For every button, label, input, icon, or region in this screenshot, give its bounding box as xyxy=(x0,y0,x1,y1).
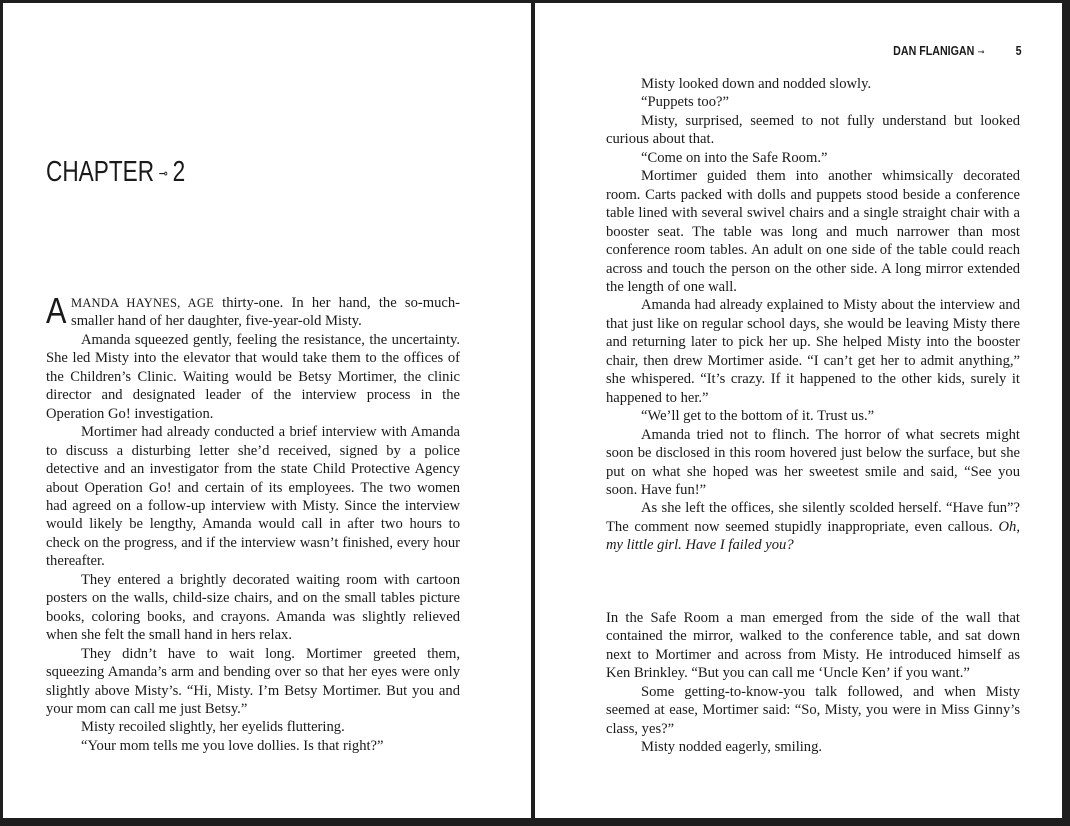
chapter-ornament-icon: ⊸ xyxy=(158,164,168,181)
paragraph: Amanda squeezed gently, feeling the resistance, the uncertainty. She led Misty into the elevator that would take them to the offices of the Children’s Clinic. Waiting would be Betsy Mortimer, the clinic director and designated leader of the interview process in the Operation Go! investigation. xyxy=(46,331,460,422)
left-page xyxy=(3,3,531,818)
paragraph: “We’ll get to the bottom of it. Trust us.” xyxy=(641,408,875,425)
right-page-body xyxy=(606,75,1020,555)
paragraph: Misty recoiled slightly, her eyelids fluttering. xyxy=(81,719,345,736)
paragraph: They didn’t have to wait long. Mortimer greeted them, squeezing Amanda’s arm and bending over so that her eyes were only slightly above Misty’s. “Hi, Misty. I’m Betsy Mortimer. But you and your mom can call me just Betsy.” xyxy=(46,645,460,717)
paragraph: Misty nodded eagerly, smiling. xyxy=(641,739,823,756)
right-page xyxy=(535,3,1062,818)
paragraph: “Your mom tells me you love dollies. Is that right?” xyxy=(81,737,384,754)
paragraph: They entered a brightly decorated waiting room with cartoon posters on the walls, child-size chairs, and on the small tables picture books, coloring books, and crayons. Amanda was slightly relieved when she felt the small hand in hers relax. xyxy=(46,571,460,644)
last-paragraph-italic: Oh, my little girl. Have I failed you? xyxy=(606,518,1020,554)
chapter-heading xyxy=(46,156,185,189)
last-paragraph-plain: As she left the offices, she silently scolded herself. “Have fun”? The comment now seemed stupidly inappropriate, even callous. xyxy=(606,500,1020,535)
opening-rest: thirty-one. In her hand, the so-much-smaller hand of her daughter, five-year-old Misty. xyxy=(71,295,461,330)
paragraph: Amanda tried not to flinch. The horror of what secrets might soon be disclosed in this room hovered just below the surface, but she put on what she hoped was her sweetest smile and said, “See you soon. Have fun!” xyxy=(606,426,1020,498)
running-head xyxy=(894,43,1022,58)
right-page-section-two xyxy=(606,609,1020,757)
paragraph: Misty looked down and nodded slowly. xyxy=(641,76,872,92)
paragraph: Mortimer guided them into another whimsically decorated room. Carts packed with dolls and puppets stood beside a conference table lined with several swivel chairs and a single straight chair with a booster seat. The table was long and much narrower than most conference room tables. An adult on one side of the table could reach across and touch the person on the other side. A long mirror extended the length of one wall. xyxy=(606,168,1020,295)
drop-cap: A xyxy=(46,290,67,331)
author-name: DAN FLANIGAN xyxy=(893,43,975,58)
paragraph xyxy=(606,499,1020,554)
running-head-ornament-icon: ⊸ xyxy=(978,47,985,58)
paragraph: Amanda had already explained to Misty about the interview and that just like on regular school days, she would be leaving Misty there and returning later to pick her up. She helped Misty into the booster chair, then drew Mortimer aside. “I can’t get her to admit anything,” she whispered. “It’s crazy. If it happened to the other kids, surely it happened to her.” xyxy=(606,297,1020,406)
paragraph: Some getting-to-know-you talk followed, and when Misty seemed at ease, Mortimer said: “So, Misty, you were in Miss Ginny’s class, yes?” xyxy=(606,683,1020,737)
section-opening-paragraph: In the Safe Room a man emerged from the side of the wall that contained the mirror, walked to the conference table, and sat down next to Mortimer and across from Misty. He introduced himself as Ken Brinkley. “But you can call me ‘Uncle Ken’ if you want.” xyxy=(606,610,1020,682)
left-page-body xyxy=(46,290,461,755)
opening-smallcaps: MANDA HAYNES, AGE xyxy=(71,296,214,310)
paragraph: Mortimer had already conducted a brief interview with Amanda to discuss a disturbing letter she’d received, signed by a police detective and an investigator from the state Child Protective Agency about Operation Go! and certain of its employees. The two women had agreed on a follow-up interview with Misty. Since the interview would likely be lengthy, Amanda would call in after two hours to check on the progress, and if the interview wasn’t finished, every hour thereafter. xyxy=(46,424,460,570)
chapter-number: 2 xyxy=(172,156,186,188)
paragraph: “Come on into the Safe Room.” xyxy=(641,149,828,166)
paragraph: “Puppets too?” xyxy=(641,94,729,111)
opening-paragraph xyxy=(46,290,461,331)
chapter-label: CHAPTER xyxy=(46,156,155,188)
paragraph: Misty, surprised, seemed to not fully understand but looked curious about that. xyxy=(606,112,1020,148)
page-number: 5 xyxy=(1016,43,1022,58)
